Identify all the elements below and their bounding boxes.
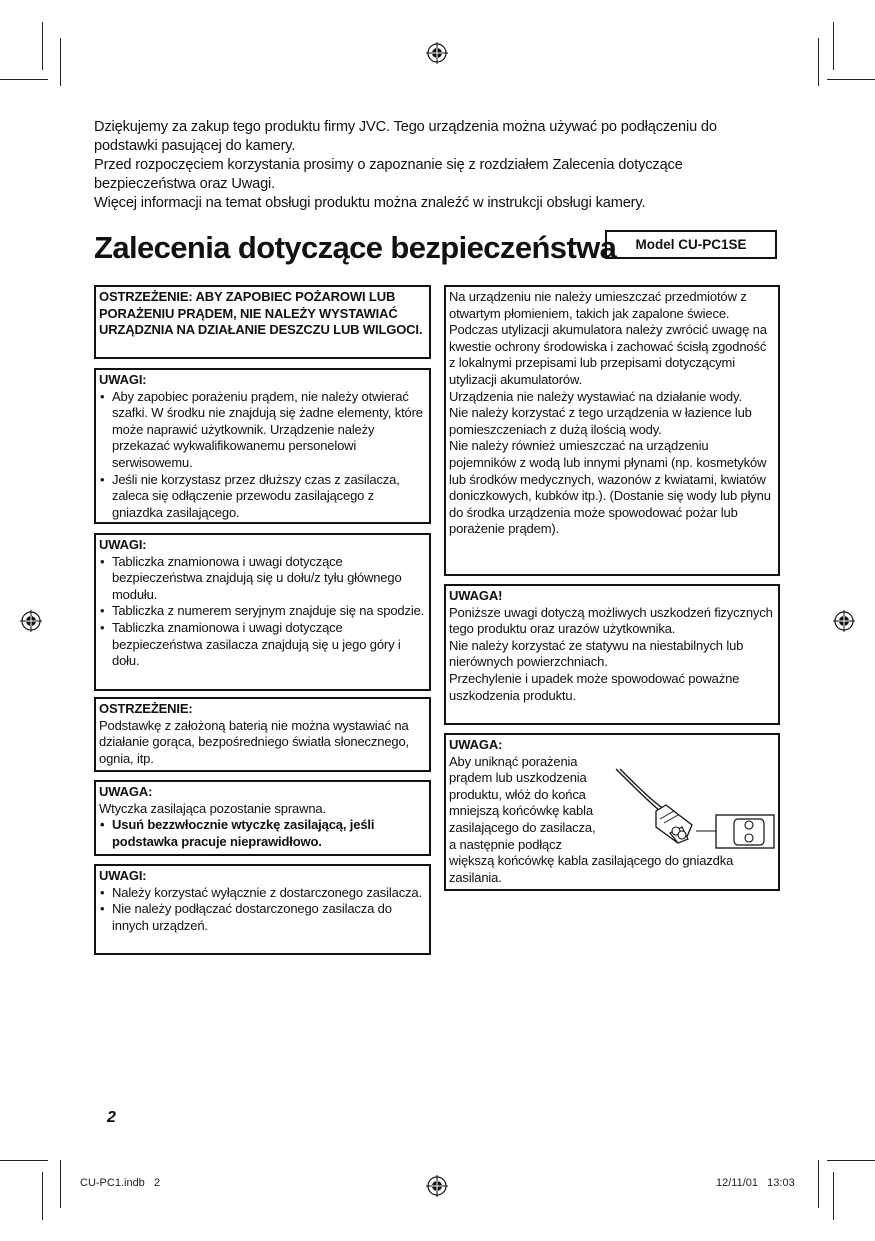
list-item: • Tabliczka znamionowa i uwagi dotyczące bezpieczeństwa znajdują się u dołu/z tyłu głównego modułu.: [99, 554, 426, 604]
registration-mark-icon: [426, 1175, 448, 1197]
paragraph: Nie należy korzystać ze statywu na niestabilnych lub nierównych powierzchniach.: [449, 637, 744, 670]
crop-mark: [833, 22, 834, 70]
page-number: 2: [107, 1109, 116, 1126]
caution-heading: UWAGI:: [99, 868, 147, 883]
power-cord-box: [444, 733, 780, 891]
intro-text: [94, 118, 784, 213]
registration-mark-icon: [426, 42, 448, 64]
paragraph: Na urządzeniu nie należy umieszczać przedmiotów z otwartym płomieniem, takich jak zapalone świece.: [449, 289, 747, 321]
paragraph: Nie należy korzystać z tego urządzenia w łazience lub pomieszczeniach z dużą ilością wody.: [449, 405, 752, 437]
caution-heading: UWAGA!: [449, 588, 503, 603]
list-item: • Tabliczka z numerem seryjnym znajduje się na spodzie.: [99, 603, 426, 620]
footer-date: 12/11/01 13:03: [716, 1177, 795, 1189]
registration-mark-icon: [833, 610, 855, 632]
battery-warning-box: [94, 697, 431, 772]
crop-mark: [827, 1160, 875, 1161]
crop-mark: [0, 79, 48, 80]
plug-caution-box: [94, 780, 431, 856]
caution-heading: UWAGI:: [99, 372, 147, 387]
fire-warning-box: [94, 285, 431, 359]
intro-paragraph: Więcej informacji na temat obsługi produktu można znaleźć w instrukcji obsługi kamery.: [94, 195, 646, 211]
warning-heading: OSTRZEŻENIE:: [99, 701, 193, 716]
list-item: • Należy korzystać wyłącznie z dostarczonego zasilacza.: [99, 885, 426, 902]
crop-mark: [818, 38, 819, 86]
registration-mark-icon: [20, 610, 42, 632]
fire-water-box: [444, 285, 780, 576]
paragraph: Nie należy również umieszczać na urządzeniu pojemników z wodą lub innymi płynami (np. kosmetyków lub środków medycznych, wazonów z kwiatami, kwiatów doniczkowych, kubków itp.). (Dostanie się wody lub płynu do środka urządzenia może spowodować pożar lub porażenie prądem).: [449, 438, 771, 537]
caution-list: [99, 885, 426, 935]
caution-text: Wtyczka zasilająca pozostanie sprawna.: [99, 800, 326, 816]
crop-mark: [60, 38, 61, 86]
crop-mark: [60, 1160, 61, 1208]
intro-paragraph: Dziękujemy za zakup tego produktu firmy JVC. Tego urządzenia można używać po podłączeniu do podstawki pasującej do kamery.: [94, 119, 717, 154]
adapter-caution-box: [94, 864, 431, 955]
crop-mark: [818, 1160, 819, 1208]
paragraph: Podczas utylizacji akumulatora należy zwrócić uwagę na kwestie ochrony środowiska i zachować ścisłą zgodność z lokalnymi przepisami lub przepisami dotyczącymi utylizacji akumulatorów.: [449, 322, 767, 387]
paragraph: Poniższe uwagi dotyczą możliwych uszkodzeń fizycznych tego produktu oraz urazów użytkownika.: [449, 604, 773, 637]
text-line: mniejszą końcówkę kabla: [449, 803, 593, 819]
caution-list: [99, 554, 426, 670]
caution-heading: UWAGA:: [99, 784, 153, 799]
list-item: • Nie należy podłączać dostarczonego zasilacza do innych urządzeń.: [99, 901, 426, 934]
caution-list: [99, 389, 426, 522]
text-line: większą końcówkę kabla zasilającego do gniazdka zasilania.: [449, 853, 734, 885]
list-item: • Usuń bezzwłocznie wtyczkę zasilającą, jeśli podstawka pracuje nieprawidłowo.: [99, 817, 426, 850]
fire-warning-text: OSTRZEŻENIE: ABY ZAPOBIEC POŻAROWI LUB PORAŻENIU PRĄDEM, NIE NALEŻY WYSTAWIAĆ URZĄDZNIA NA DZIAŁANIE DESZCZU LUB WILGOCI.: [99, 289, 423, 338]
power-plug-illustration-icon: [612, 767, 778, 851]
text-line: Aby uniknąć porażenia: [449, 753, 578, 769]
crop-mark: [827, 79, 875, 80]
page-title: Zalecenia dotyczące bezpieczeństwa: [94, 230, 617, 265]
paragraph: Przechylenie i upadek może spowodować poważne uszkodzenia produktu.: [449, 670, 740, 703]
text-line: prądem lub uszkodzenia: [449, 770, 587, 786]
warning-text: Podstawkę z założoną baterią nie można wystawiać na działanie gorąca, bezpośredniego światła słonecznego, ognia, itp.: [99, 717, 410, 766]
text-line: produktu, włóż do końca: [449, 786, 586, 802]
crop-mark: [833, 1172, 834, 1220]
intro-paragraph: Przed rozpoczęciem korzystania prosimy o zapoznanie się z rozdziałem Zalecenia dotyczące bezpieczeństwa oraz Uwagi.: [94, 157, 683, 192]
footer-file: CU-PC1.indb 2: [80, 1177, 161, 1189]
caution-box-2: [94, 533, 431, 691]
crop-mark: [42, 1172, 43, 1220]
caution-box-1: [94, 368, 431, 524]
caution-heading: UWAGA:: [449, 737, 503, 752]
paragraph: Urządzenia nie należy wystawiać na działanie wody.: [449, 388, 742, 404]
physical-damage-box: [444, 584, 780, 725]
text-line: zasilającego do zasilacza,: [449, 819, 596, 835]
text-line: a następnie podłącz: [449, 836, 562, 852]
caution-list: [99, 817, 426, 850]
list-item: • Aby zapobiec porażeniu prądem, nie należy otwierać szafki. W środku nie znajdują się żadne elementy, które może naprawić użytkownik. Urządzenie należy przekazać wykwalifikowanemu personelowi serwisowemu.: [99, 389, 426, 472]
list-item: • Tabliczka znamionowa i uwagi dotyczące bezpieczeństwa zasilacza znajdują się u jego góry i dołu.: [99, 620, 426, 670]
crop-mark: [42, 22, 43, 70]
crop-mark: [0, 1160, 48, 1161]
model-badge: Model CU-PC1SE: [605, 230, 777, 259]
list-item: • Jeśli nie korzystasz przez dłuższy czas z zasilacza, zaleca się odłączenie przewodu zasilającego z gniazdka zasilającego.: [99, 472, 426, 522]
caution-heading: UWAGI:: [99, 537, 147, 552]
